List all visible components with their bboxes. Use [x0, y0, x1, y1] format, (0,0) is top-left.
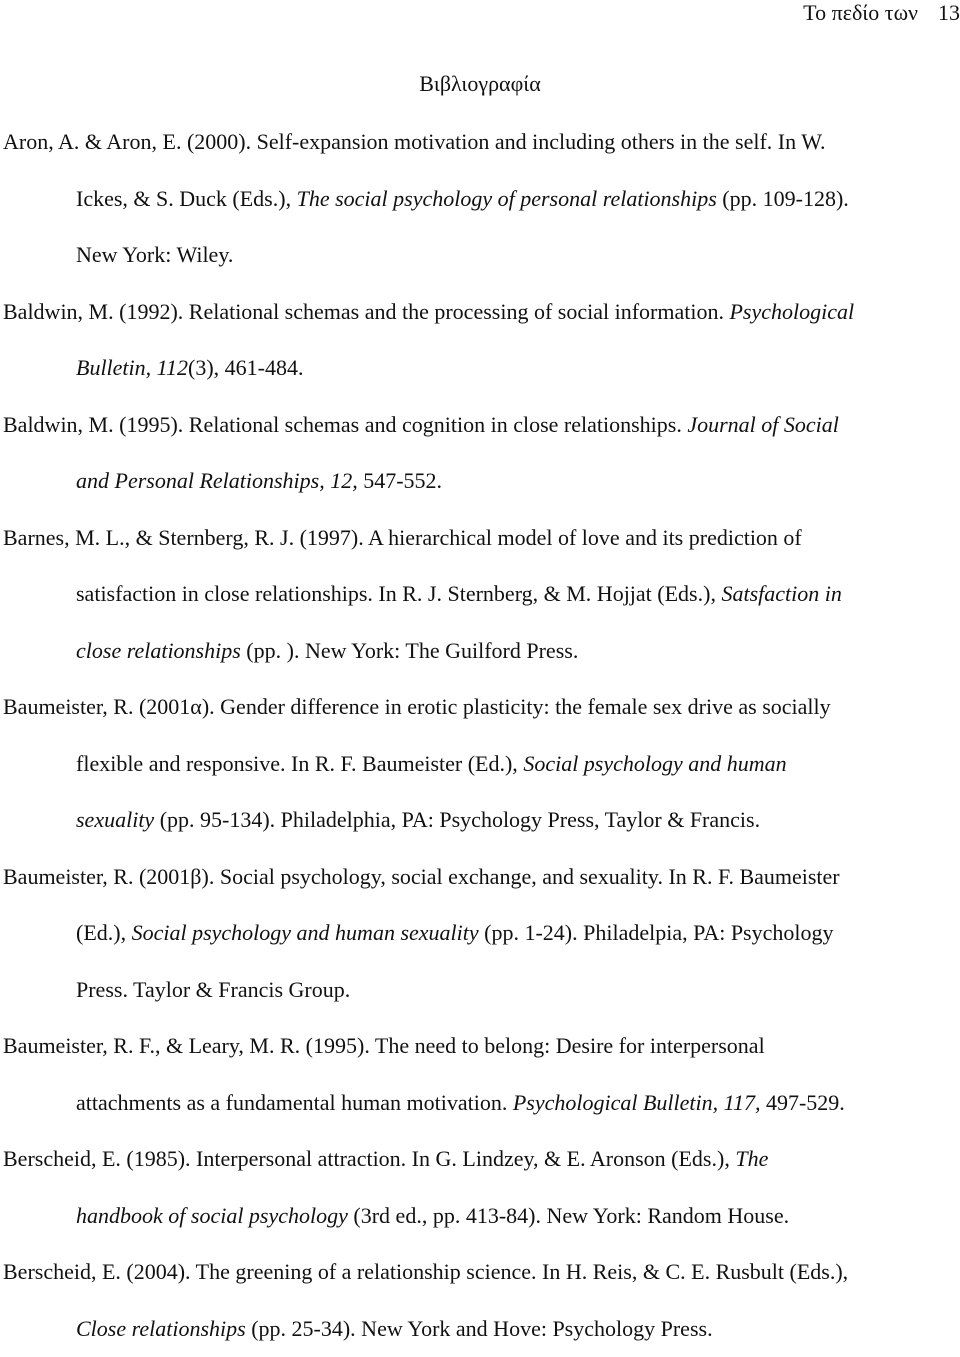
reference-line: [0, 1301, 960, 1357]
reference-italic-text: The: [735, 1146, 768, 1171]
reference-line: [0, 171, 960, 228]
reference-text: (pp. 1-24). Philadelpia, PA: Psychology: [479, 920, 834, 945]
reference-entry: [0, 397, 960, 510]
reference-text: Berscheid, E. (1985). Interpersonal attraction. In G. Lindzey, & E. Aronson (Eds.),: [3, 1146, 735, 1171]
section-title: Βιβλιογραφία: [0, 70, 960, 98]
reference-italic-text: and Personal Relationships, 12,: [76, 468, 358, 493]
reference-italic-text: Journal of Social: [687, 412, 839, 437]
page-number: 13: [938, 0, 960, 25]
reference-text: Baumeister, R. F., & Leary, M. R. (1995). The need to belong: Desire for interpersonal: [3, 1033, 765, 1058]
reference-entry: [0, 114, 960, 284]
reference-text: (pp. 109-128).: [717, 186, 849, 211]
reference-line: [0, 905, 960, 962]
reference-text: attachments as a fundamental human motivation.: [76, 1090, 513, 1115]
reference-text: Baldwin, M. (1995). Relational schemas and cognition in close relationships.: [3, 412, 687, 437]
reference-line: [0, 1188, 960, 1245]
reference-line: [0, 679, 960, 736]
reference-italic-text: Bulletin, 112: [76, 355, 188, 380]
reference-line: [0, 1018, 960, 1075]
reference-line: [0, 340, 960, 397]
reference-text: (3), 461-484.: [188, 355, 303, 380]
reference-text: (pp. ). New York: The Guilford Press.: [241, 638, 579, 663]
running-head: [803, 0, 960, 26]
reference-line: [0, 114, 960, 171]
reference-text: 497-529.: [760, 1090, 844, 1115]
reference-line: [0, 736, 960, 793]
reference-italic-text: Close relationships: [76, 1316, 246, 1341]
reference-line: [0, 566, 960, 623]
reference-entry: [0, 849, 960, 1019]
reference-text: Baumeister, R. (2001β). Social psychology, social exchange, and sexuality. In R. F. Baumeister: [3, 864, 840, 889]
reference-line: [0, 623, 960, 680]
reference-text: Berscheid, E. (2004). The greening of a relationship science. In H. Reis, & C. E. Rusbult (Eds.),: [3, 1259, 848, 1284]
reference-entry: [0, 1244, 960, 1357]
reference-text: Aron, A. & Aron, E. (2000). Self-expansion motivation and including others in the self. In W.: [3, 129, 825, 154]
reference-line: [0, 1244, 960, 1301]
reference-text: Baldwin, M. (1992). Relational schemas and the processing of social information.: [3, 299, 729, 324]
reference-line: [0, 453, 960, 510]
reference-text: New York: Wiley.: [76, 242, 233, 267]
reference-italic-text: The social psychology of personal relationships: [297, 186, 717, 211]
reference-text: (pp. 25-34). New York and Hove: Psychology Press.: [246, 1316, 713, 1341]
reference-entry: [0, 1018, 960, 1131]
reference-text: Barnes, M. L., & Sternberg, R. J. (1997). A hierarchical model of love and its prediction of: [3, 525, 802, 550]
reference-italic-text: close relationships: [76, 638, 241, 663]
reference-line: [0, 962, 960, 1019]
reference-line: [0, 284, 960, 341]
reference-entry: [0, 510, 960, 680]
reference-line: [0, 849, 960, 906]
reference-italic-text: Social psychology and human sexuality: [132, 920, 479, 945]
reference-italic-text: sexuality: [76, 807, 154, 832]
reference-text: flexible and responsive. In R. F. Baumeister (Ed.),: [76, 751, 523, 776]
reference-text: (Ed.),: [76, 920, 132, 945]
reference-text: 547-552.: [358, 468, 442, 493]
reference-entry: [0, 284, 960, 397]
reference-text: satisfaction in close relationships. In R. J. Sternberg, & M. Hojjat (Eds.),: [76, 581, 721, 606]
reference-italic-text: Social psychology and human: [523, 751, 786, 776]
reference-entry: [0, 679, 960, 849]
reference-italic-text: Psychological: [729, 299, 854, 324]
reference-line: [0, 227, 960, 284]
running-title: Το πεδίο των: [803, 0, 918, 25]
reference-text: (pp. 95-134). Philadelphia, PA: Psychology Press, Taylor & Francis.: [154, 807, 760, 832]
reference-line: [0, 397, 960, 454]
reference-line: [0, 510, 960, 567]
reference-text: Baumeister, R. (2001α). Gender difference in erotic plasticity: the female sex drive as socially: [3, 694, 831, 719]
reference-line: [0, 1075, 960, 1132]
reference-text: (3rd ed., pp. 413-84). New York: Random House.: [348, 1203, 789, 1228]
reference-italic-text: handbook of social psychology: [76, 1203, 348, 1228]
reference-text: Press. Taylor & Francis Group.: [76, 977, 350, 1002]
reference-entry: [0, 1131, 960, 1244]
reference-line: [0, 792, 960, 849]
reference-line: [0, 1131, 960, 1188]
reference-list: [0, 114, 960, 1357]
reference-italic-text: Satsfaction in: [721, 581, 841, 606]
reference-text: Ickes, & S. Duck (Eds.),: [76, 186, 297, 211]
reference-italic-text: Psychological Bulletin, 117,: [513, 1090, 761, 1115]
